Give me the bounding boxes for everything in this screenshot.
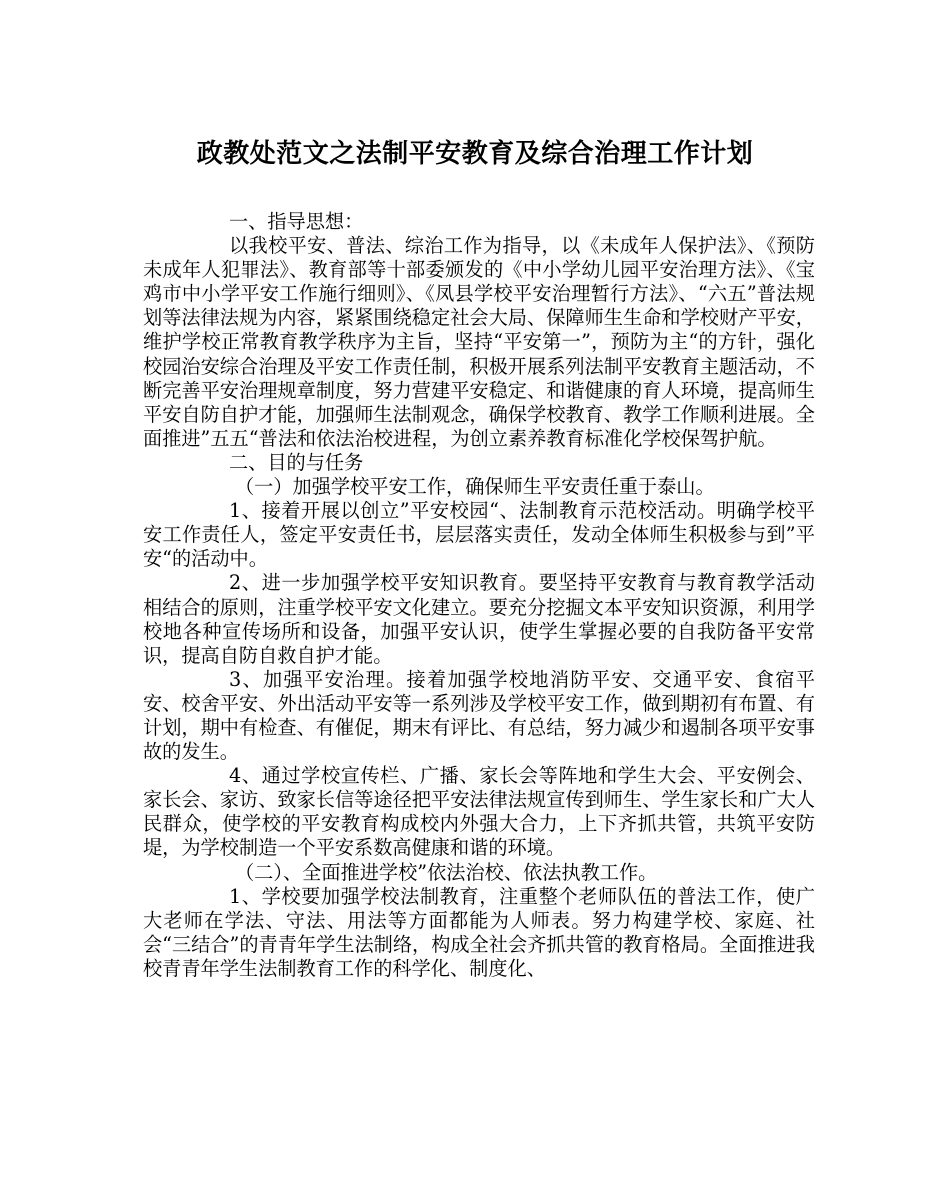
paragraph-item-1-3: 3、加强平安治理。接着加强学校地消防平安、交通平安、食宿平安、校舍平安、外出活动平安等一系列涉及学校平安工作，做到期初有布置、有计划，期中有检查、有催促，期末有评比、有总结，努力减少和遏制各项平安事故的发生。 [143, 667, 815, 764]
section-heading-guiding: 一、指导思想： [229, 210, 364, 233]
paragraph-item-1-1: 1、接着开展以创立”平安校园“、法制教育示范校活动。明确学校平安工作责任人，签定平安责任书，层层落实责任，发动全体师生积极参与到”平安“的活动中。 [143, 499, 815, 571]
document-body [143, 210, 815, 981]
subsection-heading-law: （二）、全面推进学校”依法治校、依法执教工作。 [235, 860, 658, 884]
paragraph-item-2-1: 1、学校要加强学校法制教育，注重整个老师队伍的普法工作，使广大老师在学法、守法、用法等方面都能为人师表。努力构建学校、家庭、社会“三结合”的青青年学生法制络，构成全社会齐抓共管的教育格局。全面推进我校青青年学生法制教育工作的科学化、制度化、 [143, 884, 815, 980]
paragraph-item-1-4: 4、通过学校宣传栏、广播、家长会等阵地和学生大会、平安例会、家长会、家访、致家长信等途径把平安法律法规宣传到师生、学生家长和广大人民群众，使学校的平安教育构成校内外强大合力，上下齐抓共管，共筑平安防堤，为学校制造一个平安系数高健康和谐的环境。 [143, 764, 815, 860]
section-heading-goals: 二、目的与任务 [229, 450, 364, 474]
document-title: 政教处范文之法制平安教育及综合治理工作计划 [196, 139, 754, 169]
paragraph-guiding-thought: 以我校平安、普法、综治工作为指导，以《未成年人保护法》、《预防未成年人犯罪法》、教育部等十部委颁发的《中小学幼儿园平安治理方法》、《宝鸡市中小学平安工作施行细则》、《凤县学校平安治理暂行方法》、“六五”普法规划等法律法规为内容，紧紧围绕稳定社会大局、保障师生生命和学校财产平安，维护学校正常教育教学秩序为主旨，坚持“平安第一”，预防为主“的方针，强化校园治安综合治理及平安工作责任制，积极开展系列法制平安教育主题活动，不断完善平安治理规章制度，努力营建平安稳定、和谐健康的育人环境，提高师生平安自防自护才能，加强师生法制观念，确保学校教育、教学工作顺利进展。全面推进”五五“普法和依法治校进程，为创立素养教育标准化学校保驾护航。 [143, 234, 815, 450]
paragraph-item-1-2: 2、进一步加强学校平安知识教育。要坚持平安教育与教育教学活动相结合的原则，注重学校平安文化建立。要充分挖掘文本平安知识资源，利用学校地各种宣传场所和设备，加强平安认识，使学生掌握必要的自我防备平安常识，提高自防自救自护才能。 [143, 571, 815, 667]
subsection-heading-safety: （一）加强学校平安工作，确保师生平安责任重于泰山。 [235, 475, 715, 499]
